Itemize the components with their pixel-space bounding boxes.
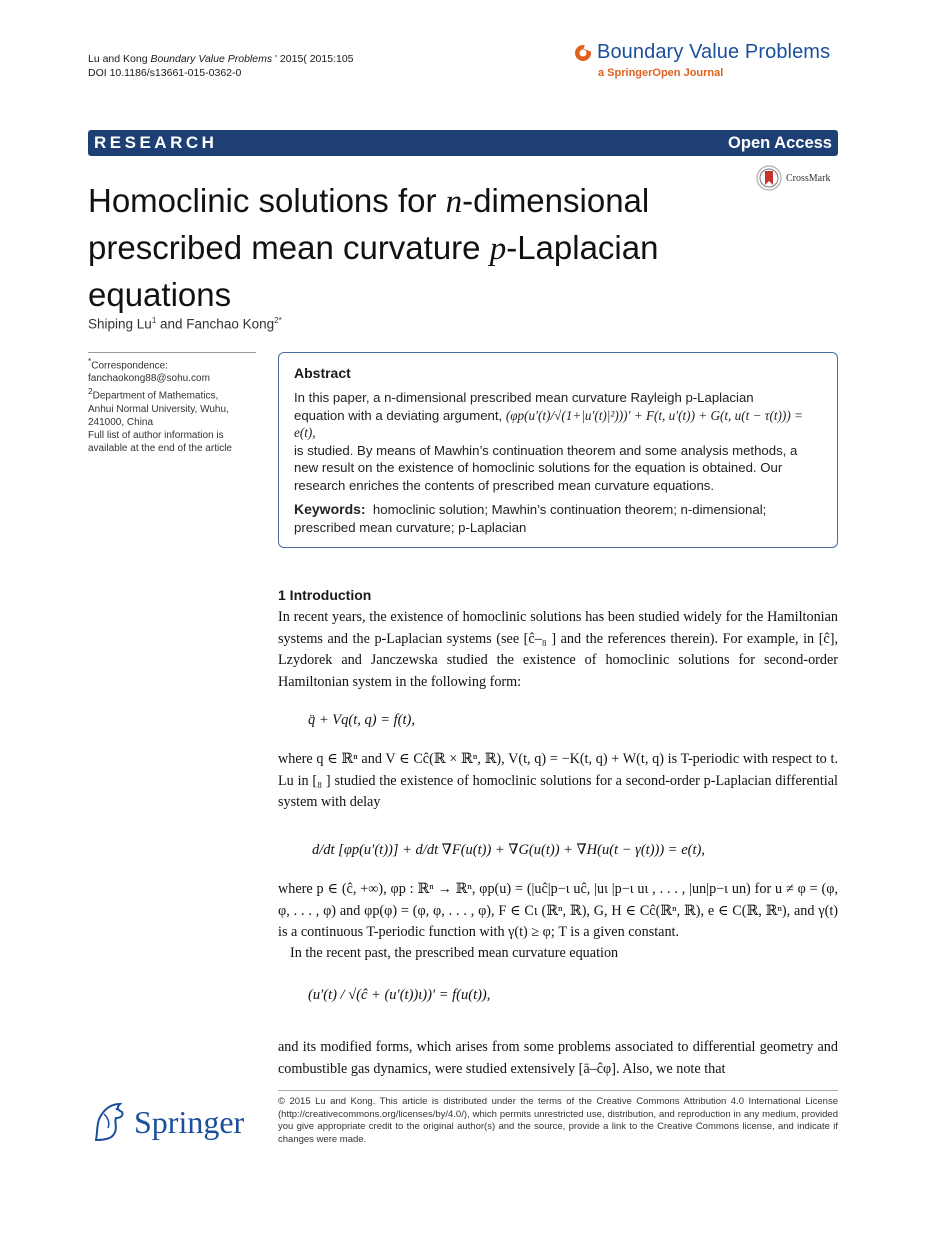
license-text: © 2015 Lu and Kong. This article is distributed under the terms of the Creative Commons Attribution 4.0 International License (http://creativecommons.org/licenses/by/4.0/), which permits unrestricted use, distribution, and reproduction in any medium, provided you give appropriate credit to the original author(s) and the source, provide a link to the Creative Commons license, and indicate if changes were made. [278, 1096, 838, 1145]
citation-rest: ' 2015( 2015:105 [272, 53, 354, 65]
intro-paragraph: In recent years, the existence of homoclinic solutions has been studied widely for the Hamiltonian systems and the p-Laplacian systems (see [ĉ–₈ ] and the references therein). For example, in [ĉ], Lzydorek and Janczewska studied the existence of homoclinic solutions for second-order Hamiltonian system in the following form: [278, 609, 838, 690]
abstract-text: In this paper, a n-dimensional prescribed mean curvature Rayleigh p-Laplacian equation with a deviating argument, (φp(u′(t)/√(1+|u′(t)|²)))′ + F(t, u′(t)) + G(t, u(t − τ(t))) = e(t), is studied. By means of Mawhin’s continuation theorem and some analysis methods, a new result on the existence of homoclinic solutions for the equation is obtained. Our research enriches the contents of prescribed mean curvature equations. Keywords: homoclinic solution; Mawhin’s continuation theorem; n-dimensional; prescribed mean curvature; p-Laplacian [294, 390, 803, 535]
citation-journal: Boundary Value Problems [150, 53, 273, 65]
author-name: Shiping Lu [88, 316, 152, 332]
author-name: Fanchao Kong [186, 316, 275, 332]
citation-authors: Lu and Kong [88, 53, 148, 65]
abstract-box [278, 352, 838, 548]
citation-line [88, 52, 354, 66]
equation: (u′(t) / √(ĉ + (u′(t))ι))′ = f(u(t)), [308, 987, 491, 1003]
footer-divider [278, 1090, 838, 1091]
article-title: Homoclinic solutions for n-dimensional prescribed mean curvature p-Laplacian equations [88, 182, 659, 313]
crossmark-label[interactable]: CrossMark [786, 173, 831, 184]
side-notes: *Correspondence: fanchaokong88@sohu.com $^2$Department of Mathematics, Anhui Normal University, Wuhu, 241000, China Full list of author information is available at the end of the article [88, 355, 260, 455]
journal-logo-title: Boundary Value Problems [597, 41, 831, 63]
intro-paragraph: where q ∈ ℝⁿ and V ∈ Cĉ(ℝ × ℝⁿ, ℝ), V(t, q) = −K(t, q) + W(t, q) is T-periodic with respect to t. Lu in [₈ ] studied the existence of homoclinic solutions for a second-order p-Laplacian differential system with delay [278, 751, 838, 810]
equation: q̈ + Vq(t, q) = f(t), [308, 712, 415, 728]
side-notes-divider [88, 352, 256, 353]
journal-logo-subtitle: a SpringerOpen Journal [598, 67, 724, 79]
keywords: homoclinic solution; Mawhin’s continuation theorem; n-dimensional; prescribed mean curvature; p-Laplacian [294, 502, 767, 535]
intro-paragraph: and its modified forms, which arises from some problems associated to differential geometry and combustible gas dynamics, were studied extensively [ā–ĉφ]. Also, we note that [278, 1039, 838, 1077]
abstract-equation: (φp(u′(t)/√(1+|u′(t)|²)))′ + F(t, u′(t)) + G(t, u(t − τ(t))) = e(t), [294, 407, 803, 440]
article-type-banner [88, 130, 838, 156]
crossmark-icon[interactable] [756, 165, 782, 191]
abstract-heading: Abstract [294, 365, 351, 381]
publisher-logo: Springer [134, 1104, 245, 1140]
correspondence-email[interactable]: fanchaokong88@sohu.com [88, 373, 210, 385]
keywords-label: Keywords: [294, 501, 366, 517]
intro-paragraph: where p ∈ (ĉ, +∞), φp : ℝⁿ → ℝⁿ, φp(u) = (|uĉ|p−ι uĉ, |uι |p−ι uι , . . . , |un|p−ι un) for u ≠ φ = (φ, φ, . . . , φ) and φp(φ) = (φ, φ, . . . , φ), F ∈ Cι (ℝⁿ, ℝ), G, H ∈ Cĉ(ℝⁿ, ℝ), e ∈ C(ℝ, ℝⁿ), and γ(t) is a continuous T-periodic function with γ(t) ≥ φ; T is a given constant. [278, 881, 838, 940]
authors: Shiping Lu$^1$ and Fanchao Kong$^{2*}$ [88, 316, 282, 332]
article-type-label: RESEARCH [94, 133, 218, 152]
section-heading: 1 Introduction [278, 587, 372, 603]
intro-paragraph: In the recent past, the prescribed mean curvature equation [290, 945, 619, 961]
doi[interactable]: DOI 10.1186/s13661-015-0362-0 [88, 67, 242, 79]
equation: d/dt [φp(u′(t))] + d/dt ∇F(u(t)) + ∇G(u(t)) + ∇H(u(t − γ(t))) = e(t), [312, 842, 705, 858]
journal-logo-icon [574, 44, 592, 62]
open-access-label: Open Access [728, 134, 832, 152]
springer-horse-icon [90, 1100, 130, 1142]
